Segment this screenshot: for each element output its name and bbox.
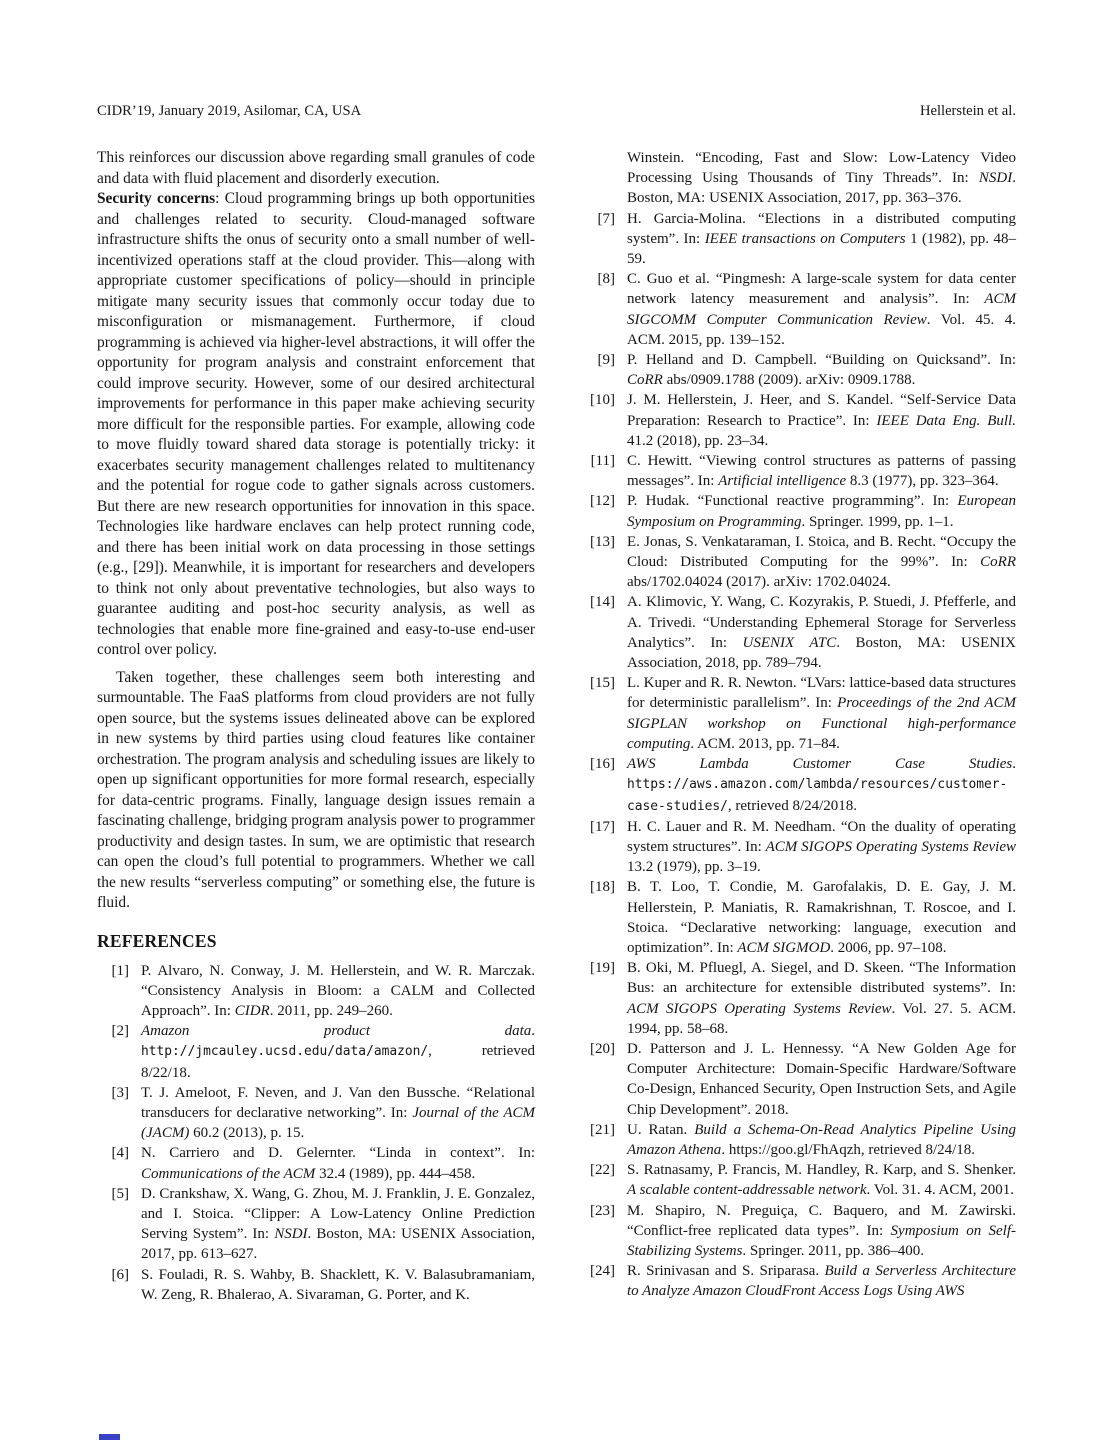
reference-text: M. Shapiro, N. Preguiça, C. Baquero, and M. Zawirski. “Conflict-free replicated data types”. In: Symposium on Self-Stabilizing Systems. Springer. 2011, pp. 386–400. <box>627 1202 1016 1259</box>
references-list-right <box>583 209 1016 1302</box>
reference-text: U. Ratan. Build a Schema-On-Read Analytics Pipeline Using Amazon Athena. https://goo.gl/FhAqzh, retrieved 8/24/18. <box>627 1121 1016 1158</box>
reference-item <box>583 592 1016 673</box>
reference-text: J. M. Hellerstein, J. Heer, and S. Kandel. “Self-Service Data Preparation: Research to Practice”. In: IEEE Data Eng. Bull. 41.2 (2018), pp. 23–34. <box>627 392 1016 449</box>
reference-item <box>583 1039 1016 1120</box>
reference-item <box>97 1083 535 1144</box>
reference-text: Amazon product data. http://jmcauley.ucsd.edu/data/amazon/, retrieved 8/22/18. <box>141 1023 535 1081</box>
reference-number: [12] <box>590 493 615 510</box>
reference-item <box>583 958 1016 1039</box>
reference-item <box>583 209 1016 270</box>
reference-number: [13] <box>590 533 615 550</box>
body-paragraph-security-concerns: Security concerns: Cloud programming brings up both opportunities and challenges related to security. Cloud-managed software infrastructure shifts the onus of security onto a small number of well-incentivized operations staff at the cloud provider. This—along with appropriate customer specifications of policy—should in principle mitigate many security issues that commonly occur today due to misconfiguration or mismanagement. Furthermore, if cloud programming is achieved via higher-level abstractions, it will offer the opportunity for program analysis and constraint enforcement that could improve security. However, some of our desired architectural improvements for performance in this paper make achieving security more difficult for the responsible parties. For example, allowing code to move fluidly toward shared data storage is potentially tricky: it exacerbates security management challenges related to multitenancy and the potential for rogue code to gather signals across customers. But there are new research opportunities for innovation in this space. Technologies like hardware enclaves can help protect running code, and there has been initial work on data processing in those settings (e.g., [29]). Meanwhile, it is important for researchers and developers to think not only about preventative technologies, but also ways to guarantee auditing and post-hoc security analysis, as well as technologies that enable more fine-grained and easy-to-use end-user control over policy. <box>97 190 536 658</box>
reference-item <box>97 1184 535 1265</box>
reference-number: [5] <box>111 1185 129 1202</box>
reference-text: P. Hudak. “Functional reactive programming”. In: European Symposium on Programming. Springer. 1999, pp. 1–1. <box>627 493 1016 530</box>
reference-text: N. Carriero and D. Gelernter. “Linda in context”. In: Communications of the ACM 32.4 (1989), pp. 444–458. <box>141 1145 535 1182</box>
reference-text: A. Klimovic, Y. Wang, C. Kozyrakis, P. Stuedi, J. Pfefferle, and A. Trivedi. “Understanding Ephemeral Storage for Serverless Analytics”. In: USENIX ATC. Boston, MA: USENIX Association, 2018, pp. 789–794. <box>627 594 1016 672</box>
left-column <box>97 148 535 1305</box>
running-header-conference: CIDR’19, January 2019, Asilomar, CA, USA <box>97 103 362 119</box>
reference-text: D. Patterson and J. L. Hennessy. “A New Golden Age for Computer Architecture: Domain-Specific Hardware/Software Co-Design, Enhanced Security, Open Instruction Sets, and Agile Chip Development”. 2018. <box>627 1040 1016 1118</box>
reference-number: [19] <box>590 960 615 977</box>
reference-text: S. Ratnasamy, P. Francis, M. Handley, R. Karp, and S. Shenker. A scalable content-addressable network. Vol. 31. 4. ACM, 2001. <box>627 1162 1016 1199</box>
reference-number: [8] <box>597 271 615 288</box>
reference-text: B. T. Loo, T. Condie, M. Garofalakis, D. E. Gay, J. M. Hellerstein, P. Maniatis, R. Ramakrishnan, T. Roscoe, and I. Stoica. “Declarative networking: language, execution and optimization”. In: ACM SIGMOD. 2006, pp. 97–108. <box>627 879 1016 956</box>
reference-item <box>583 350 1016 390</box>
reference-item <box>583 491 1016 531</box>
reference-text: C. Guo et al. “Pingmesh: A large-scale system for data center network latency measurement and analysis”. In: ACM SIGCOMM Computer Communication Review. Vol. 45. 4. ACM. 2015, pp. 139–152. <box>627 271 1016 348</box>
reference-number: [17] <box>590 818 615 835</box>
reference-item <box>583 754 1016 817</box>
reference-number: [4] <box>111 1145 129 1162</box>
reference-number: [21] <box>590 1121 615 1138</box>
reference-item <box>583 451 1016 491</box>
reference-number: [3] <box>111 1084 129 1101</box>
reference-text: B. Oki, M. Pfluegl, A. Siegel, and D. Skeen. “The Information Bus: an architecture for extensible distributed systems”. In: ACM SIGOPS Operating Systems Review. Vol. 27. 5. ACM. 1994, pp. 58–68. <box>627 960 1016 1037</box>
reference-item <box>97 1021 535 1083</box>
reference-text: H. C. Lauer and R. M. Needham. “On the duality of operating system structures”. In: ACM SIGOPS Operating Systems Review 13.2 (1979), pp. 3–19. <box>627 818 1016 876</box>
reference-number: [16] <box>590 756 615 773</box>
reference-number: [11] <box>590 453 615 470</box>
reference-text: H. Garcia-Molina. “Elections in a distributed computing system”. In: IEEE transactions on Computers 1 (1982), pp. 48–59. <box>627 210 1016 268</box>
reference-item <box>583 1160 1016 1200</box>
reference-item <box>583 1201 1016 1262</box>
reference-text: R. Srinivasan and S. Sriparasa. Build a Serverless Architecture to Analyze Amazon CloudFront Access Logs Using AWS <box>627 1263 1016 1300</box>
references-heading: REFERENCES <box>97 930 217 951</box>
reference-6-continuation: Winstein. “Encoding, Fast and Slow: Low-Latency Video Processing Using Thousands of Tiny Threads”. In: NSDI. Boston, MA: USENIX Association, 2017, pp. 363–376. <box>627 150 1016 207</box>
reference-number: [18] <box>590 879 615 896</box>
reference-number: [7] <box>597 210 615 227</box>
reference-text: C. Hewitt. “Viewing control structures as patterns of passing messages”. In: Artificial intelligence 8.3 (1977), pp. 323–364. <box>627 453 1016 490</box>
reference-item <box>583 390 1016 451</box>
reference-number: [14] <box>590 594 615 611</box>
running-header-authors: Hellerstein et al. <box>919 103 1016 119</box>
reference-item <box>583 1120 1016 1160</box>
reference-number: [10] <box>590 392 615 409</box>
page-bottom-blue-artifact <box>99 1434 120 1440</box>
reference-number: [6] <box>111 1266 129 1283</box>
reference-item <box>583 269 1016 350</box>
reference-number: [22] <box>590 1162 615 1179</box>
running-header <box>97 102 1016 120</box>
reference-text: AWS Lambda Customer Case Studies. https://aws.amazon.com/lambda/resources/customer-case-studies/, retrieved 8/24/2018. <box>627 756 1016 814</box>
reference-number: [2] <box>111 1023 129 1040</box>
reference-item <box>583 532 1016 593</box>
reference-number: [9] <box>597 352 615 369</box>
reference-text: E. Jonas, S. Venkataraman, I. Stoica, and B. Recht. “Occupy the Cloud: Distributed Computing for the 99%”. In: CoRR abs/1702.04024 (2017). arXiv: 1702.04024. <box>627 533 1016 591</box>
references-list-left <box>97 961 535 1305</box>
reference-text: L. Kuper and R. R. Newton. “LVars: lattice-based data structures for deterministic parallelism”. In: Proceedings of the 2nd ACM SIGPLAN workshop on Functional high-performance computing. ACM. 2013, pp. 71–84. <box>627 675 1017 752</box>
reference-text: D. Crankshaw, X. Wang, G. Zhou, M. J. Franklin, J. E. Gonzalez, and I. Stoica. “Clipper: A Low-Latency Online Prediction Serving System”. In: NSDI. Boston, MA: USENIX Association, 2017, pp. 613–627. <box>141 1185 535 1263</box>
reference-number: [15] <box>590 675 615 692</box>
reference-text: T. J. Ameloot, F. Neven, and J. Van den Bussche. “Relational transducers for declarative networking”. In: Journal of the ACM (JACM) 60.2 (2013), p. 15. <box>141 1084 535 1142</box>
reference-item <box>583 1261 1016 1301</box>
reference-item <box>97 961 535 1022</box>
two-column-body <box>97 148 1016 1305</box>
reference-item <box>583 817 1016 878</box>
reference-item <box>97 1265 535 1305</box>
reference-item <box>583 673 1016 754</box>
reference-item <box>583 877 1016 958</box>
reference-text: P. Alvaro, N. Conway, J. M. Hellerstein, and W. R. Marczak. “Consistency Analysis in Bloom: a CALM and Collected Approach”. In: CIDR. 2011, pp. 249–260. <box>141 962 535 1019</box>
reference-number: [20] <box>590 1040 615 1057</box>
reference-number: [24] <box>590 1263 615 1280</box>
right-column <box>583 148 1016 1305</box>
body-paragraph-fluid-execution: This reinforces our discussion above regarding small granules of code and data with fluid placement and disorderly execution. <box>97 149 535 187</box>
reference-number: [23] <box>590 1202 615 1219</box>
body-paragraph-conclusion: Taken together, these challenges seem both interesting and surmountable. The FaaS platforms from cloud providers are not fully open source, but the systems issues delineated above can be explored in new systems by third parties using cloud features like container orchestration. The program analysis and scheduling issues are likely to open up significant opportunities for more formal research, especially for data-centric programs. Finally, language design issues remain a fascinating challenge, bridging program analysis power to programmer productivity and design tastes. In sum, we are optimistic that research can open the cloud’s full potential to programmers. Whether we call the new results “serverless computing” or something else, the future is fluid. <box>97 668 535 911</box>
reference-number: [1] <box>111 962 129 979</box>
reference-item <box>97 1143 535 1183</box>
reference-text: P. Helland and D. Campbell. “Building on Quicksand”. In: CoRR abs/0909.1788 (2009). arXiv: 0909.1788. <box>627 352 1016 389</box>
reference-text: S. Fouladi, R. S. Wahby, B. Shacklett, K. V. Balasubramaniam, W. Zeng, R. Bhalerao, A. Sivaraman, G. Porter, and K. <box>141 1266 535 1303</box>
